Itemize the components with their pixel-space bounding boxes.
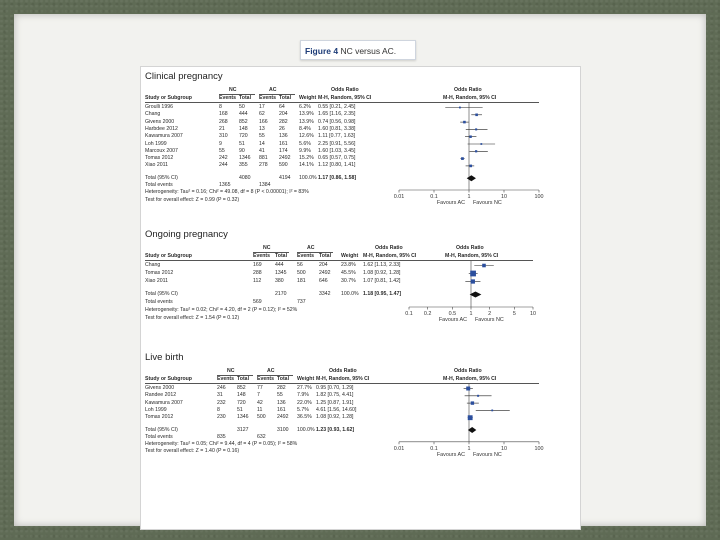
total-events-ac: 1384 — [259, 182, 271, 188]
table-cell-weight: 13.9% — [299, 118, 314, 125]
column-header: Total — [319, 253, 332, 259]
table-cell-ci: 1.62 [1.13, 2.33] — [363, 262, 401, 268]
table-cell-events-nc: 112 — [253, 278, 262, 284]
table-cell-weight: 45.5% — [341, 270, 356, 276]
table-cell-events-nc: 169 — [253, 262, 262, 268]
or-subheader-plot: M-H, Random, 95% CI — [443, 376, 497, 382]
or-header-plot: Odds Ratio — [456, 245, 484, 251]
or-header-ci: Odds Ratio — [329, 368, 357, 374]
table-cell-events-ac: 41 — [259, 147, 265, 154]
table-cell-weight: 30.7% — [341, 278, 356, 284]
total-weight: 100.0% — [299, 174, 317, 181]
table-cell-total-nc: 51 — [237, 406, 243, 413]
table-cell-study: Loh 1999 — [145, 406, 167, 413]
x-tick-label: 5 — [512, 311, 516, 317]
x-tick-label: 0.1 — [405, 311, 413, 317]
study-point — [477, 395, 479, 397]
total-events-label: Total events — [145, 299, 173, 305]
table-cell-events-ac: 42 — [257, 399, 263, 406]
table-cell-events-ac: 13 — [259, 125, 265, 132]
table-cell-study: Tomas 2012 — [145, 270, 174, 276]
table-cell-events-ac: 7 — [257, 392, 260, 399]
table-cell-ci: 1.08 [0.92, 1.28] — [363, 270, 401, 276]
table-cell-total-ac: 282 — [277, 385, 286, 391]
table-cell-events-ac: 77 — [257, 385, 263, 391]
favours-right-label: Favours NC — [475, 317, 504, 323]
table-cell-weight: 6.2% — [299, 104, 311, 110]
heterogeneity-note: Heterogeneity: Tau² = 0.16; Chi² = 49.08, df = 8 (P < 0.00001); I² = 83% — [145, 189, 309, 196]
table-cell-weight: 27.7% — [297, 385, 312, 391]
favours-left-label: Favours AC — [436, 451, 465, 458]
x-tick-label: 0.5 — [448, 311, 457, 317]
table-cell-events-nc: 288 — [253, 270, 262, 276]
column-header: Total — [237, 376, 250, 382]
table-cell-total-nc: 50 — [239, 104, 245, 110]
x-tick-label: 2 — [488, 311, 492, 317]
study-point — [491, 410, 493, 412]
table-cell-total-ac: 26 — [279, 125, 285, 132]
forest-plot-figure — [140, 66, 581, 530]
overall-effect-note: Test for overall effect: Z = 1.54 (P = 0.12) — [145, 315, 240, 321]
table-cell-total-nc: 1345 — [275, 270, 287, 276]
or-subheader-plot: M-H, Random, 95% CI — [443, 95, 497, 101]
heterogeneity-note: Heterogeneity: Tau² = 0.05; Chi² = 9.44, df = 4 (P = 0.05); I² = 58% — [145, 441, 298, 448]
table-cell-weight: 14.1% — [299, 162, 314, 169]
overall-effect-note: Test for overall effect: Z = 1.40 (P = 0.16) — [145, 448, 240, 455]
table-cell-weight: 15.2% — [299, 155, 314, 162]
favours-left-label: Favours AC — [438, 317, 467, 323]
table-cell-total-ac: 590 — [279, 162, 288, 169]
table-cell-study: Kawamura 2007 — [145, 133, 183, 140]
table-cell-events-ac: 14 — [259, 140, 265, 147]
column-header: M-H, Random, 95% CI — [363, 253, 417, 259]
column-header: Events — [219, 95, 237, 101]
favours-right-label: Favours NC — [473, 451, 502, 458]
column-header: Weight — [299, 95, 317, 101]
table-cell-total-nc: 444 — [239, 111, 248, 118]
table-cell-events-ac: 11 — [257, 406, 263, 413]
table-cell-events-nc: 244 — [219, 162, 228, 169]
table-cell-total-ac: 55 — [277, 392, 283, 399]
table-cell-total-nc: 355 — [239, 162, 248, 169]
table-cell-events-ac: 56 — [297, 262, 303, 268]
table-cell-total-ac: 161 — [279, 140, 288, 147]
table-cell-study: Tomas 2012 — [145, 414, 174, 421]
total-label: Total (95% CI) — [145, 426, 178, 433]
total-events-label: Total events — [145, 182, 173, 188]
x-tick-label: 10 — [501, 194, 507, 200]
table-cell-events-ac: 278 — [259, 162, 268, 169]
column-header: M-H, Random, 95% CI — [316, 376, 370, 382]
table-cell-ci: 1.11 [0.77, 1.63] — [318, 133, 356, 140]
total-events-nc: 1365 — [219, 182, 231, 188]
group-header-left: NC — [263, 245, 271, 251]
table-cell-events-ac: 181 — [297, 278, 306, 284]
table-cell-study: Kawamura 2007 — [145, 399, 183, 406]
table-cell-events-nc: 21 — [219, 125, 225, 132]
table-cell-events-nc: 168 — [219, 111, 228, 118]
table-cell-total-nc: 1346 — [237, 414, 249, 421]
table-cell-total-nc: 720 — [239, 133, 248, 140]
column-header: Study or Subgroup — [145, 253, 192, 259]
column-header: Total — [239, 95, 252, 101]
study-point — [468, 415, 473, 420]
forest-plot — [141, 67, 580, 529]
table-cell-weight: 9.9% — [299, 147, 311, 154]
section-title: Live birth — [145, 352, 184, 363]
table-cell-weight: 5.7% — [297, 406, 309, 413]
total-events-ac: 737 — [297, 299, 306, 305]
table-cell-events-ac: 881 — [259, 155, 268, 162]
group-header-right: AC — [269, 87, 277, 93]
column-header: M-H, Random, 95% CI — [318, 95, 372, 101]
column-header: Total — [279, 95, 292, 101]
table-cell-events-ac: 166 — [259, 118, 268, 125]
table-cell-total-ac: 64 — [279, 104, 285, 110]
total-weight: 100.0% — [341, 291, 359, 297]
table-cell-total-nc: 444 — [275, 262, 284, 268]
table-cell-study: Xiao 2011 — [145, 278, 168, 284]
total-ci: 1.23 [0.93, 1.62] — [316, 426, 355, 433]
total-events-label: Total events — [145, 433, 173, 440]
column-header: Events — [257, 376, 275, 382]
table-cell-weight: 7.9% — [297, 392, 309, 399]
column-header: Study or Subgroup — [145, 376, 192, 382]
table-cell-total-nc: 1346 — [239, 155, 251, 162]
table-cell-total-ac: 136 — [279, 133, 288, 140]
table-cell-events-nc: 242 — [219, 155, 228, 162]
or-header-plot: Odds Ratio — [454, 87, 482, 93]
favours-right-label: Favours NC — [473, 200, 502, 206]
table-cell-study: Chang — [145, 262, 161, 268]
table-cell-ci: 1.82 [0.75, 4.41] — [316, 392, 354, 399]
group-header-left: NC — [227, 368, 235, 374]
table-cell-events-ac: 17 — [259, 104, 265, 110]
group-header-right: AC — [307, 245, 315, 251]
x-tick-label: 0.1 — [430, 445, 438, 452]
favours-left-label: Favours AC — [436, 200, 465, 206]
overall-effect-note: Test for overall effect: Z = 0.99 (P = 0.32) — [145, 196, 240, 203]
table-cell-events-nc: 55 — [219, 147, 225, 154]
column-header: Events — [297, 253, 315, 259]
column-header: Events — [259, 95, 277, 101]
table-cell-study: Groulli 1996 — [145, 104, 173, 110]
x-tick-label: 0.1 — [430, 194, 438, 200]
table-cell-ci: 4.61 [1.56, 14.60] — [316, 406, 357, 413]
table-cell-total-ac: 204 — [279, 111, 288, 118]
table-cell-events-nc: 9 — [219, 140, 222, 147]
total-nc: 3127 — [237, 426, 249, 433]
heterogeneity-note: Heterogeneity: Tau² = 0.02; Chi² = 4.20, df = 2 (P = 0.12); I² = 52% — [145, 307, 298, 313]
total-events-nc: 835 — [217, 433, 226, 440]
study-point — [471, 401, 474, 404]
table-cell-total-nc: 852 — [237, 385, 246, 391]
table-cell-total-ac: 2492 — [279, 155, 291, 162]
table-cell-events-nc: 31 — [217, 392, 223, 399]
table-cell-total-ac: 282 — [279, 118, 288, 125]
table-cell-ci: 1.12 [0.80, 1.41] — [318, 162, 356, 169]
table-cell-total-ac: 2492 — [277, 414, 289, 421]
or-header-ci: Odds Ratio — [331, 87, 359, 93]
table-cell-ci: 1.07 [0.81, 1.42] — [363, 278, 401, 284]
table-cell-study: Tomas 2012 — [145, 155, 174, 162]
table-cell-total-ac: 2492 — [319, 270, 331, 276]
table-cell-weight: 5.6% — [299, 140, 311, 147]
table-cell-total-nc: 852 — [239, 118, 248, 125]
total-label: Total (95% CI) — [145, 291, 178, 297]
x-tick-label: 0.2 — [423, 311, 432, 317]
table-cell-total-nc: 380 — [275, 278, 284, 284]
table-cell-ci: 1.08 [0.92, 1.28] — [316, 414, 354, 421]
column-header: Weight — [341, 253, 359, 259]
total-ac: 4194 — [279, 174, 291, 181]
table-cell-total-nc: 720 — [237, 399, 246, 406]
column-header: Study or Subgroup — [145, 95, 192, 101]
section-title: Clinical pregnancy — [145, 71, 223, 82]
table-cell-study: Harbdee 2012 — [145, 125, 178, 132]
total-ci: 1.18 [0.95, 1.47] — [363, 291, 402, 297]
total-weight: 100.0% — [297, 426, 315, 433]
table-cell-total-nc: 51 — [239, 140, 245, 147]
x-tick-label: 100 — [534, 194, 544, 200]
total-ci: 1.17 [0.86, 1.58] — [318, 174, 357, 181]
study-point — [466, 387, 470, 391]
table-cell-weight: 36.5% — [297, 414, 312, 421]
table-cell-study: Randee 2012 — [145, 392, 177, 399]
figure-caption — [300, 40, 416, 60]
x-tick-label: 1 — [467, 194, 471, 200]
table-cell-ci: 1.60 [1.03, 3.45] — [318, 147, 356, 154]
total-events-ac: 632 — [257, 433, 266, 440]
table-cell-weight: 23.8% — [341, 262, 356, 268]
table-cell-ci: 0.65 [0.57, 0.75] — [318, 155, 356, 162]
table-cell-weight: 22.0% — [297, 399, 312, 406]
group-header-right: AC — [267, 368, 275, 374]
table-cell-study: Loh 1999 — [145, 140, 167, 147]
table-cell-events-ac: 500 — [257, 414, 266, 421]
x-tick-label: 0.01 — [393, 194, 405, 200]
table-cell-weight: 13.9% — [299, 111, 314, 118]
x-tick-label: 0.01 — [393, 445, 405, 452]
table-cell-total-nc: 90 — [239, 147, 245, 154]
section-title: Ongoing pregnancy — [145, 229, 228, 240]
x-tick-label: 1 — [467, 445, 471, 452]
column-header: Events — [217, 376, 235, 382]
x-tick-label: 10 — [501, 445, 507, 452]
group-header-left: NC — [229, 87, 237, 93]
table-cell-events-nc: 310 — [219, 133, 228, 140]
or-header-plot: Odds Ratio — [454, 368, 482, 374]
total-ac: 3100 — [277, 426, 289, 433]
table-cell-study: Xiao 2011 — [145, 162, 168, 169]
column-header: Weight — [297, 376, 315, 382]
or-subheader-plot: M-H, Random, 95% CI — [445, 253, 499, 259]
table-cell-events-nc: 232 — [217, 399, 226, 406]
table-cell-ci: 0.95 [0.70, 1.29] — [316, 385, 354, 391]
table-cell-ci: 1.65 [1.16, 2.35] — [318, 111, 356, 118]
total-nc: 4080 — [239, 174, 251, 181]
figure-caption-text: NC versus AC. — [340, 46, 397, 56]
table-cell-ci: 1.60 [0.81, 3.38] — [318, 125, 356, 132]
table-cell-events-nc: 268 — [219, 118, 228, 125]
total-nc: 2170 — [275, 291, 287, 297]
column-header: Total — [277, 376, 290, 382]
table-cell-study: Givens 2000 — [145, 118, 175, 125]
figure-caption-label: Figure 4 — [305, 46, 339, 56]
table-cell-ci: 0.74 [0.56, 0.98] — [318, 118, 356, 125]
table-cell-total-nc: 148 — [237, 392, 246, 399]
table-cell-events-nc: 230 — [217, 414, 226, 421]
table-cell-study: Marcoux 2007 — [145, 147, 178, 154]
column-header: Events — [253, 253, 271, 259]
table-cell-events-ac: 55 — [259, 133, 265, 140]
table-cell-study: Chang — [145, 111, 161, 118]
table-cell-events-ac: 62 — [259, 111, 265, 118]
table-cell-total-nc: 148 — [239, 125, 248, 132]
table-cell-events-ac: 500 — [297, 270, 306, 276]
x-tick-label: 10 — [530, 311, 536, 317]
table-cell-total-ac: 204 — [319, 262, 328, 268]
x-tick-label: 1 — [469, 311, 473, 317]
table-cell-total-ac: 136 — [277, 399, 286, 406]
table-cell-ci: 0.55 [0.21, 2.45] — [318, 104, 356, 110]
total-events-nc: 569 — [253, 299, 262, 305]
table-cell-events-nc: 246 — [217, 385, 226, 391]
table-cell-total-ac: 174 — [279, 147, 288, 154]
table-cell-total-ac: 161 — [277, 406, 286, 413]
total-ac: 3342 — [319, 291, 331, 297]
column-header: Total — [275, 253, 288, 259]
table-cell-ci: 1.25 [0.87, 1.91] — [316, 399, 354, 406]
table-cell-total-ac: 646 — [319, 278, 328, 284]
or-header-ci: Odds Ratio — [375, 245, 403, 251]
table-cell-events-nc: 8 — [217, 406, 220, 413]
table-cell-ci: 2.25 [0.91, 5.56] — [318, 140, 356, 147]
table-cell-study: Givens 2000 — [145, 385, 175, 391]
x-tick-label: 100 — [534, 445, 544, 452]
table-cell-weight: 8.4% — [299, 125, 311, 132]
table-cell-events-nc: 8 — [219, 104, 222, 110]
total-label: Total (95% CI) — [145, 174, 178, 181]
table-cell-weight: 12.6% — [299, 133, 314, 140]
